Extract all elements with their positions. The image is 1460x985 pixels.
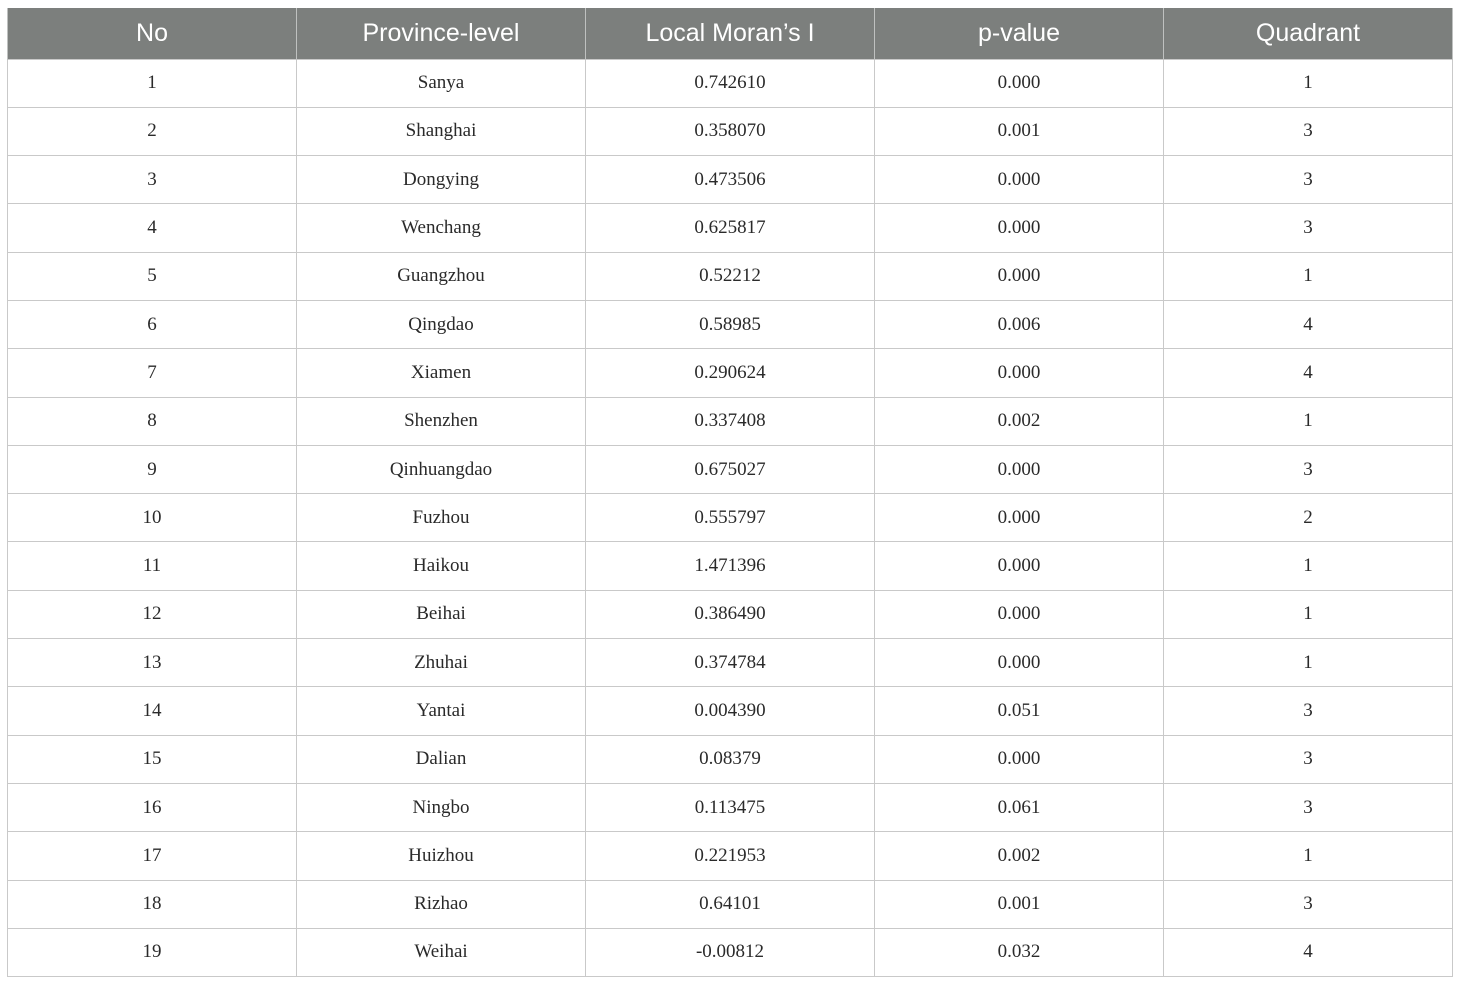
- cell-quadrant: 1: [1164, 397, 1453, 445]
- cell-quadrant: 1: [1164, 252, 1453, 300]
- cell-no: 14: [8, 687, 297, 735]
- cell-province-level: Dalian: [297, 735, 586, 783]
- cell-local-morans-i: 0.473506: [586, 156, 875, 204]
- cell-province-level: Beihai: [297, 590, 586, 638]
- cell-province-level: Xiamen: [297, 349, 586, 397]
- cell-quadrant: 1: [1164, 59, 1453, 107]
- cell-local-morans-i: 0.555797: [586, 494, 875, 542]
- cell-quadrant: 3: [1164, 735, 1453, 783]
- cell-province-level: Shenzhen: [297, 397, 586, 445]
- table-body: [8, 59, 1453, 977]
- cell-p-value: 0.000: [875, 590, 1164, 638]
- cell-no: 18: [8, 880, 297, 928]
- cell-province-level: Zhuhai: [297, 639, 586, 687]
- cell-quadrant: 1: [1164, 639, 1453, 687]
- table-row: [8, 928, 1453, 976]
- cell-no: 4: [8, 204, 297, 252]
- table-row: [8, 204, 1453, 252]
- cell-no: 16: [8, 783, 297, 831]
- cell-quadrant: 3: [1164, 445, 1453, 493]
- cell-quadrant: 1: [1164, 590, 1453, 638]
- cell-province-level: Ningbo: [297, 783, 586, 831]
- cell-quadrant: 3: [1164, 687, 1453, 735]
- data-table-container: [7, 8, 1453, 977]
- table-row: [8, 783, 1453, 831]
- cell-province-level: Guangzhou: [297, 252, 586, 300]
- cell-province-level: Weihai: [297, 928, 586, 976]
- cell-no: 13: [8, 639, 297, 687]
- cell-no: 6: [8, 300, 297, 348]
- table-row: [8, 687, 1453, 735]
- cell-province-level: Shanghai: [297, 107, 586, 155]
- cell-quadrant: 4: [1164, 300, 1453, 348]
- cell-quadrant: 2: [1164, 494, 1453, 542]
- cell-p-value: 0.000: [875, 639, 1164, 687]
- cell-local-morans-i: 0.58985: [586, 300, 875, 348]
- cell-no: 1: [8, 59, 297, 107]
- table-row: [8, 252, 1453, 300]
- cell-province-level: Qingdao: [297, 300, 586, 348]
- header-local-morans-i: Local Moran’s I: [586, 8, 875, 59]
- cell-local-morans-i: 0.52212: [586, 252, 875, 300]
- cell-province-level: Haikou: [297, 542, 586, 590]
- table-row: [8, 445, 1453, 493]
- cell-no: 9: [8, 445, 297, 493]
- cell-p-value: 0.000: [875, 494, 1164, 542]
- cell-p-value: 0.051: [875, 687, 1164, 735]
- header-row: [8, 8, 1453, 59]
- cell-province-level: Rizhao: [297, 880, 586, 928]
- table-row: [8, 59, 1453, 107]
- table-row: [8, 542, 1453, 590]
- cell-p-value: 0.000: [875, 349, 1164, 397]
- cell-p-value: 0.061: [875, 783, 1164, 831]
- cell-no: 10: [8, 494, 297, 542]
- cell-no: 11: [8, 542, 297, 590]
- table-row: [8, 639, 1453, 687]
- header-p-value: p-value: [875, 8, 1164, 59]
- cell-quadrant: 3: [1164, 880, 1453, 928]
- cell-local-morans-i: 0.64101: [586, 880, 875, 928]
- cell-local-morans-i: 1.471396: [586, 542, 875, 590]
- cell-no: 15: [8, 735, 297, 783]
- cell-p-value: 0.006: [875, 300, 1164, 348]
- table-row: [8, 494, 1453, 542]
- cell-p-value: 0.001: [875, 107, 1164, 155]
- header-no: No: [8, 8, 297, 59]
- local-morans-i-table: [7, 8, 1453, 977]
- table-row: [8, 107, 1453, 155]
- cell-quadrant: 1: [1164, 542, 1453, 590]
- cell-no: 7: [8, 349, 297, 397]
- table-row: [8, 156, 1453, 204]
- cell-p-value: 0.000: [875, 204, 1164, 252]
- cell-local-morans-i: 0.358070: [586, 107, 875, 155]
- cell-local-morans-i: 0.113475: [586, 783, 875, 831]
- cell-p-value: 0.032: [875, 928, 1164, 976]
- cell-province-level: Huizhou: [297, 832, 586, 880]
- table-row: [8, 397, 1453, 445]
- cell-p-value: 0.000: [875, 252, 1164, 300]
- cell-quadrant: 4: [1164, 349, 1453, 397]
- table-row: [8, 349, 1453, 397]
- cell-no: 3: [8, 156, 297, 204]
- cell-province-level: Qinhuangdao: [297, 445, 586, 493]
- table-row: [8, 832, 1453, 880]
- cell-p-value: 0.000: [875, 542, 1164, 590]
- cell-local-morans-i: 0.221953: [586, 832, 875, 880]
- cell-p-value: 0.000: [875, 59, 1164, 107]
- cell-local-morans-i: 0.337408: [586, 397, 875, 445]
- table-row: [8, 735, 1453, 783]
- cell-no: 2: [8, 107, 297, 155]
- cell-province-level: Wenchang: [297, 204, 586, 252]
- cell-no: 5: [8, 252, 297, 300]
- cell-no: 19: [8, 928, 297, 976]
- cell-province-level: Yantai: [297, 687, 586, 735]
- cell-p-value: 0.000: [875, 156, 1164, 204]
- cell-local-morans-i: 0.386490: [586, 590, 875, 638]
- cell-local-morans-i: 0.625817: [586, 204, 875, 252]
- table-row: [8, 590, 1453, 638]
- cell-local-morans-i: 0.290624: [586, 349, 875, 397]
- table-header: [8, 8, 1453, 59]
- cell-province-level: Dongying: [297, 156, 586, 204]
- cell-quadrant: 3: [1164, 783, 1453, 831]
- cell-quadrant: 3: [1164, 107, 1453, 155]
- cell-local-morans-i: 0.675027: [586, 445, 875, 493]
- cell-no: 17: [8, 832, 297, 880]
- cell-local-morans-i: -0.00812: [586, 928, 875, 976]
- cell-quadrant: 3: [1164, 204, 1453, 252]
- cell-local-morans-i: 0.08379: [586, 735, 875, 783]
- cell-quadrant: 1: [1164, 832, 1453, 880]
- cell-no: 8: [8, 397, 297, 445]
- cell-province-level: Sanya: [297, 59, 586, 107]
- cell-p-value: 0.000: [875, 445, 1164, 493]
- header-quadrant: Quadrant: [1164, 8, 1453, 59]
- header-province-level: Province-level: [297, 8, 586, 59]
- cell-local-morans-i: 0.004390: [586, 687, 875, 735]
- cell-quadrant: 3: [1164, 156, 1453, 204]
- cell-p-value: 0.002: [875, 832, 1164, 880]
- table-row: [8, 300, 1453, 348]
- cell-no: 12: [8, 590, 297, 638]
- table-row: [8, 880, 1453, 928]
- cell-local-morans-i: 0.742610: [586, 59, 875, 107]
- cell-quadrant: 4: [1164, 928, 1453, 976]
- cell-local-morans-i: 0.374784: [586, 639, 875, 687]
- cell-province-level: Fuzhou: [297, 494, 586, 542]
- cell-p-value: 0.000: [875, 735, 1164, 783]
- cell-p-value: 0.001: [875, 880, 1164, 928]
- cell-p-value: 0.002: [875, 397, 1164, 445]
